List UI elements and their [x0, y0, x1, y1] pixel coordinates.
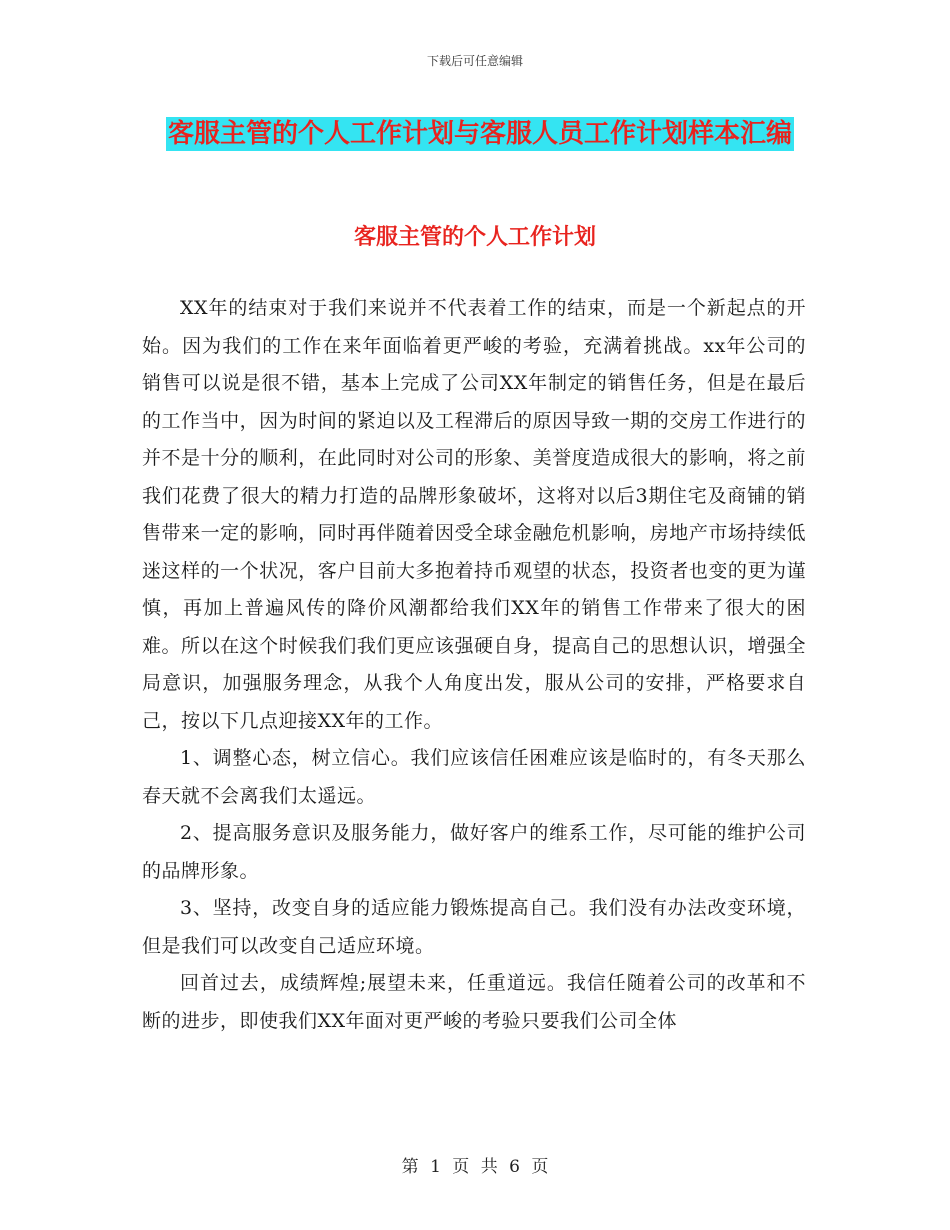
document-title	[140, 112, 820, 156]
document-title-text: 客服主管的个人工作计划与客服人员工作计划样本汇编	[167, 119, 792, 149]
paragraph: 2、提高服务意识及服务能力，做好客户的维系工作，尽可能的维护公司的品牌形象。	[142, 822, 806, 882]
paragraph: 3、坚持，改变自身的适应能力锻炼提高自己。我们没有办法改变环境，但是我们可以改变自己适应环境。	[142, 897, 806, 957]
section-heading: 客服主管的个人工作计划	[353, 225, 596, 250]
paragraph: 回首过去，成绩辉煌;展望未来，任重道远。我信任随着公司的改革和不断的进步，即使我们XX年面对更严峻的考验只要我们公司全体	[142, 972, 806, 1032]
paragraph: 1、调整心态，树立信心。我们应该信任困难应该是临时的，有冬天那么春天就不会离我们太遥远。	[142, 747, 806, 807]
paragraph: XX年的结束对于我们来说并不代表着工作的结束，而是一个新起点的开始。因为我们的工作在来年面临着更严峻的考验，充满着挑战。xx年公司的销售可以说是很不错，基本上完成了公司XX年制定的销售任务，但是在最后的工作当中，因为时间的紧迫以及工程滞后的原因导致一期的交房工作进行的并不是十分的顺利，在此同时对公司的形象、美誉度造成很大的影响，将之前我们花费了很大的精力打造的品牌形象破坏，这将对以后3期住宅及商铺的销售带来一定的影响，同时再伴随着因受全球金融危机影响，房地产市场持续低迷这样的一个状况，客户目前大多抱着持币观望的状态，投资者也变的更为谨慎，再加上普遍风传的降价风潮都给我们XX年的销售工作带来了很大的困难。所以在这个时候我们我们更应该强硬自身，提高自己的思想认识，增强全局意识，加强服务理念，从我个人角度出发，服从公司的安排，严格要求自己，按以下几点迎接XX年的工作。	[142, 297, 806, 732]
body-text	[142, 290, 806, 1040]
header-note: 下载后可任意编辑	[426, 54, 523, 68]
page-footer: 第 1 页 共 6 页	[401, 1157, 549, 1177]
